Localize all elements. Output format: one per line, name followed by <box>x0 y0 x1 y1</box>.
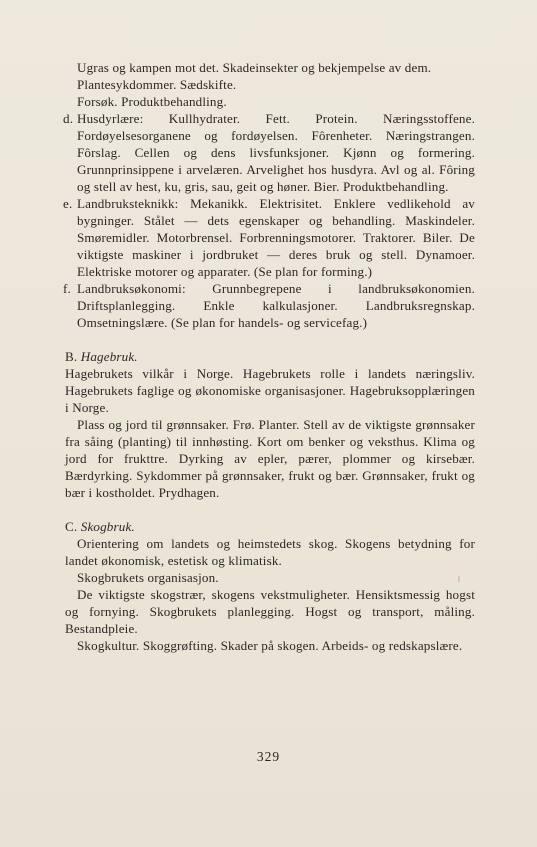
section-c-paragraph-2: Skogbrukets organisasjon. <box>77 570 219 585</box>
item-e <box>65 195 475 280</box>
section-b-title: Hagebruk. <box>80 349 138 364</box>
item-e-text: Landbruksteknikk: Mekanikk. Elektrisitet. Enklere vedlikehold av bygninger. Stålet — dets egenskaper og behandling. Maskindeler. Smøremidler. Motorbrensel. Forbrenningsmotorer. Traktorer. Biler. De viktigste maskiner i jordbruket — deres bruk og stell. Dynamoer. Elektriske motorer og apparater. (Se plan for forming.) <box>77 196 475 279</box>
spacer <box>65 331 475 348</box>
page-number: 329 <box>256 749 281 764</box>
item-d-text: Husdyrlære: Kullhydrater. Fett. Protein. Næringsstoffene. Fordøyelsesorganene og fordøyelsen. Fôrenheter. Næringstrangen. Fôrslag. Cellen og dens livsfunksjoner. Kjønn og formering. Grunnprinsippene i arvelæren. Arvelighet hos husdyra. Avl og al. Fôring og stell av hest, ku, gris, sau, geit og høner. Bier. Produktbehandling. <box>77 111 475 194</box>
section-c-paragraph-3: De viktigste skogstrær, skogens vekstmuligheter. Hensiktsmessig hogst og fornying. Skogbrukets planlegging. Hogst og transport, måling. Bestandpleie. <box>65 587 475 636</box>
section-b-heading <box>65 348 475 365</box>
section-c-title: Skogbruk. <box>80 519 135 534</box>
page-text <box>65 59 475 654</box>
section-b-paragraph-1: Hagebrukets vilkår i Norge. Hagebrukets rolle i landets næringsliv. Hagebrukets faglige og økonomiske organisasjoner. Hagebruksopplæringen i Norge. <box>65 366 475 415</box>
item-f-text: Landbruksøkonomi: Grunnbegrepene i landbruksøkonomien. Driftsplanlegging. Enkle kalkulasjoner. Landbruksregnskap. Omsetningslære. (Se plan for handels- og servicefag.) <box>77 281 475 330</box>
item-d-marker: d. <box>63 111 74 126</box>
spacer <box>65 501 475 518</box>
section-b-paragraph-2: Plass og jord til grønnsaker. Frø. Planter. Stell av de viktigste grønnsaker fra såing (planting) til innhøsting. Kort om benker og veksthus. Klima og jord for frukttre. Dyrking av epler, pærer, plommer og kirsebær. Bærdyrking. Sykdommer på grønnsaker, frukt og bær. Grønnsaker, frukt og bær i kostholdet. Prydhagen. <box>65 417 475 500</box>
intro-line-1: Ugras og kampen mot det. Skadeinsekter og bekjempelse av dem. <box>77 60 432 75</box>
section-c-paragraph-4: Skogkultur. Skoggrøfting. Skader på skogen. Arbeids- og redskapslære. <box>77 638 463 653</box>
intro-line-3: Forsøk. Produktbehandling. <box>77 94 227 109</box>
item-f <box>65 280 475 331</box>
section-b-letter: B. <box>65 349 78 364</box>
section-c-paragraph-1: Orientering om landets og heimstedets skog. Skogens betydning for landet økonomisk, estetisk og klimatisk. <box>65 536 475 568</box>
item-f-marker: f. <box>63 281 71 296</box>
ink-speck <box>458 576 460 582</box>
section-c-heading <box>65 518 475 535</box>
intro-line-2: Plantesykdommer. Sædskifte. <box>77 77 237 92</box>
item-e-marker: e. <box>63 196 73 211</box>
section-c-letter: C. <box>65 519 78 534</box>
item-d <box>65 110 475 195</box>
